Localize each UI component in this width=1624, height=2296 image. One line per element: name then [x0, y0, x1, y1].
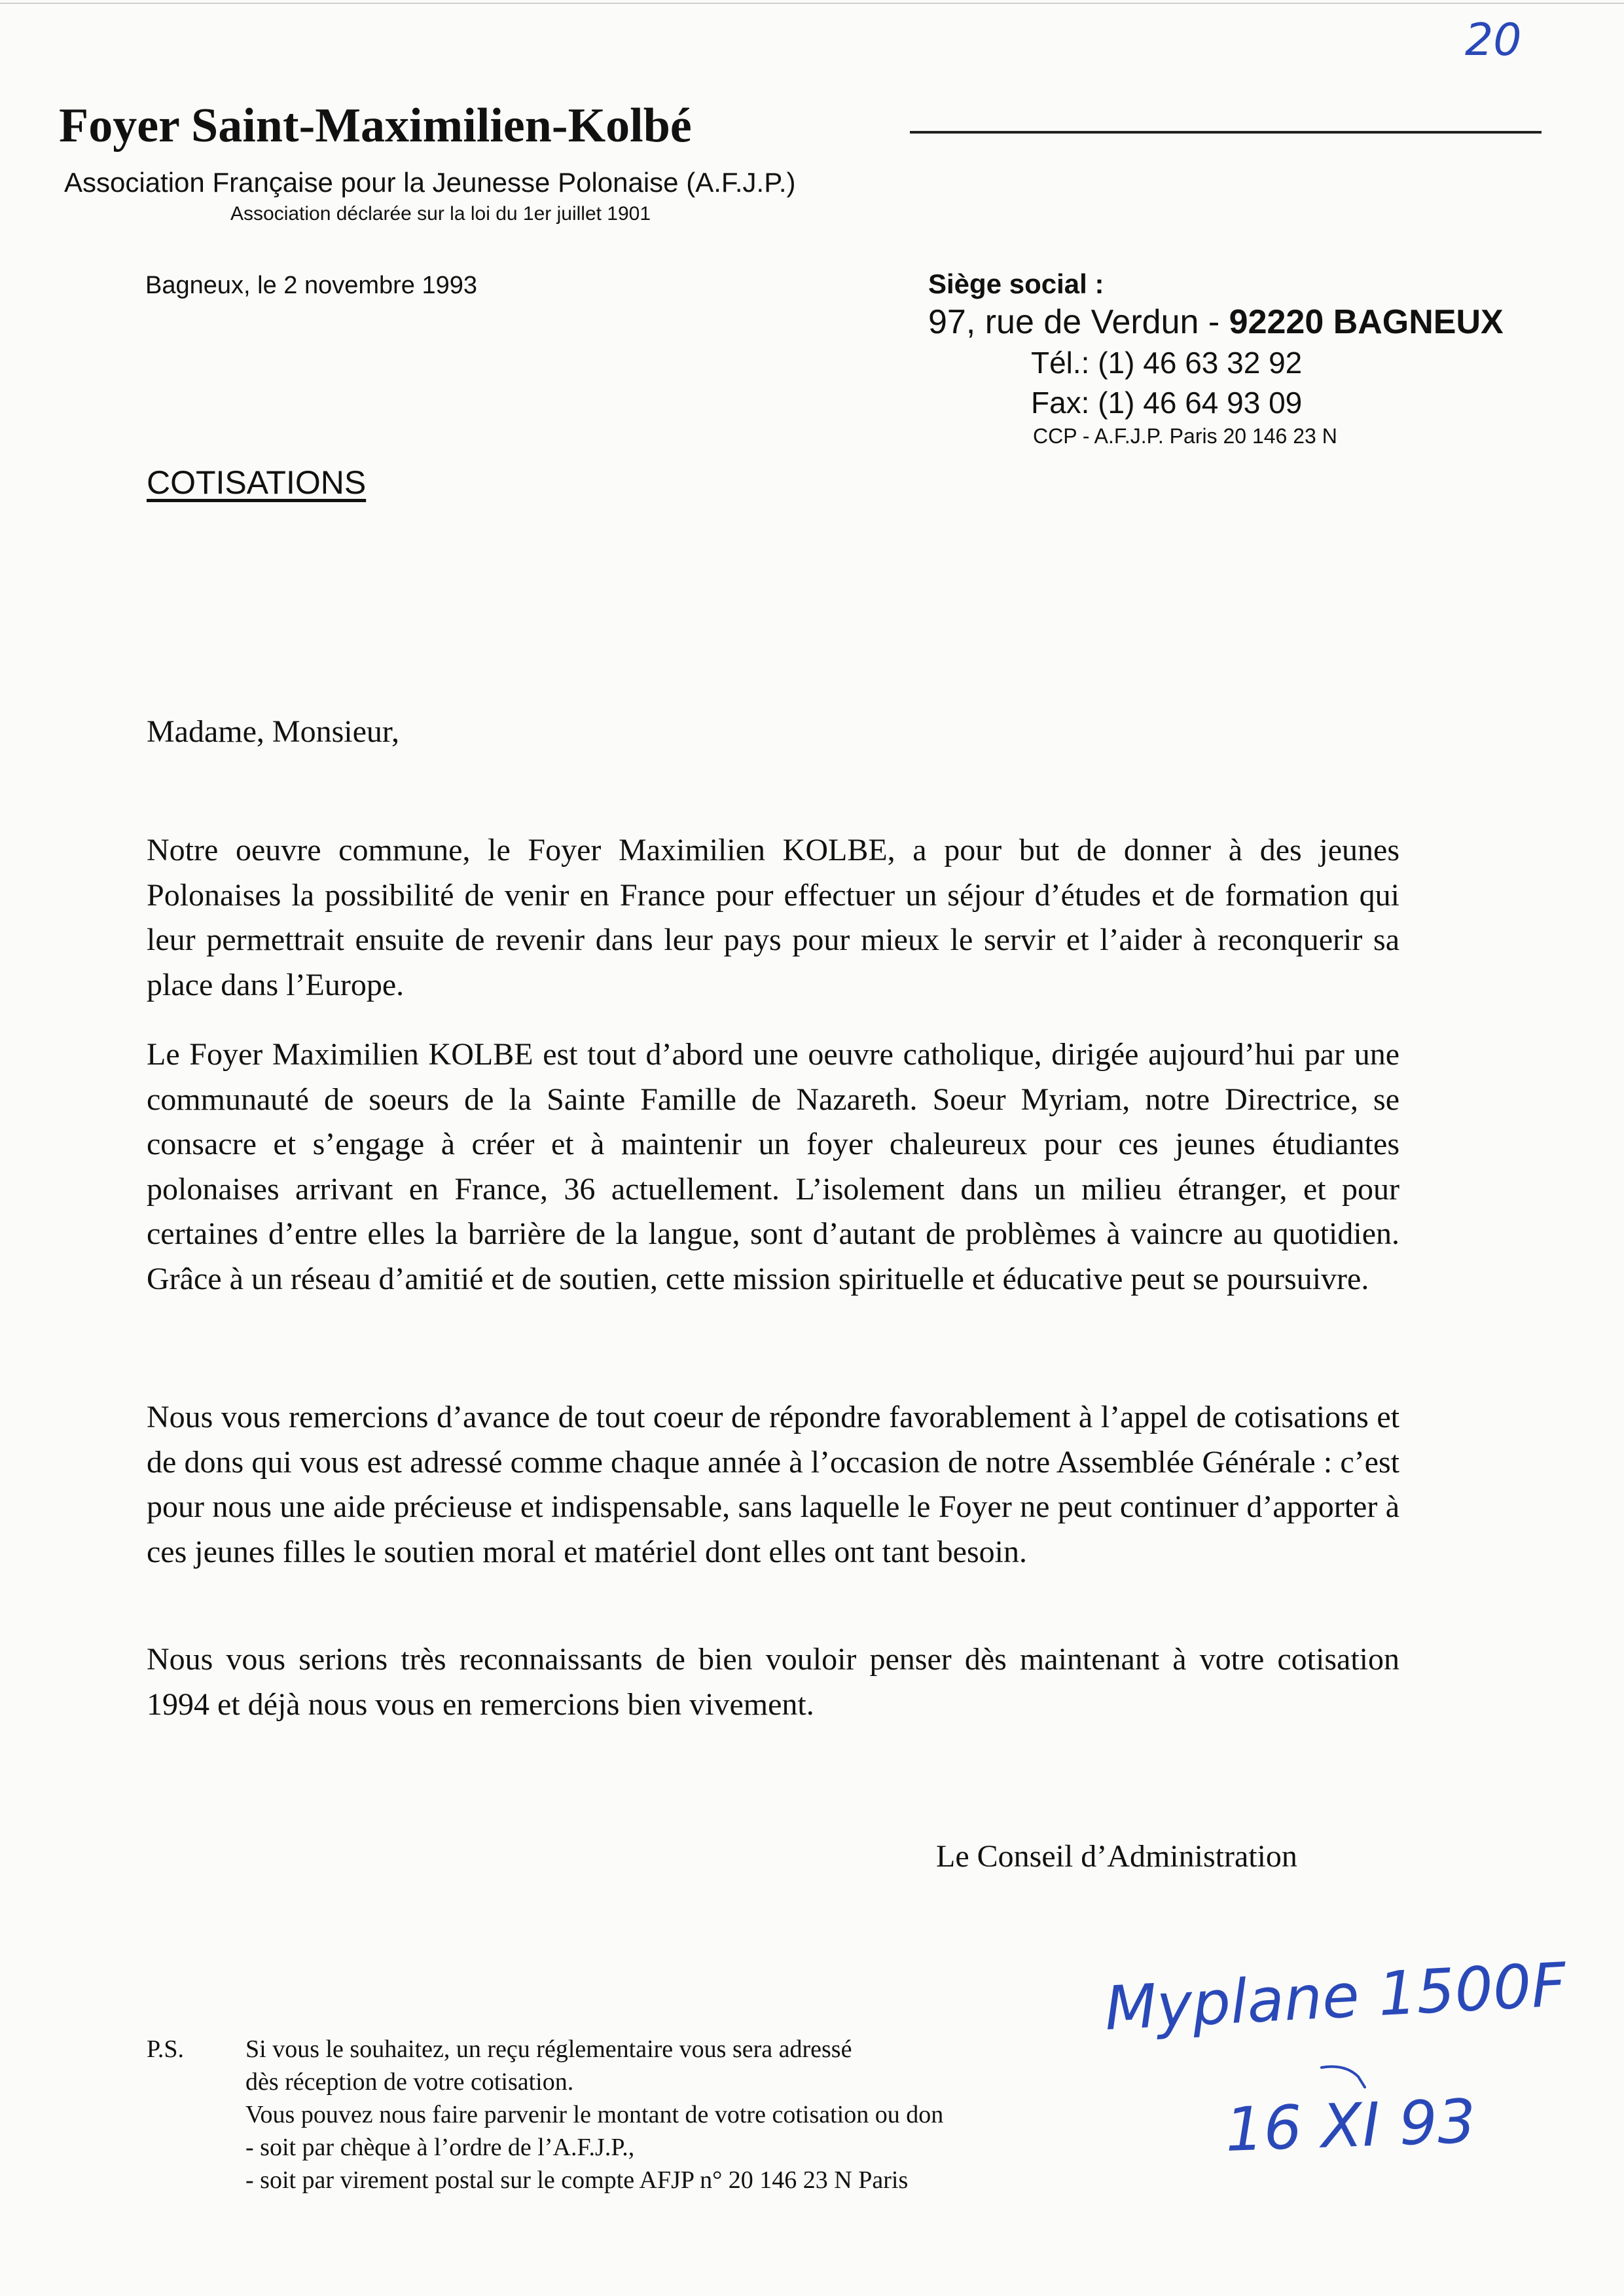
- org-name: Foyer Saint-Maximilien-Kolbé: [59, 99, 692, 153]
- siege-city: 92220 BAGNEUX: [1229, 303, 1504, 341]
- org-subtitle: Association Française pour la Jeunesse Polonaise (A.F.J.P.): [64, 167, 796, 198]
- org-declaration: Association déclarée sur la loi du 1er juillet 1901: [230, 203, 651, 225]
- ps-line: - soit par chèque à l’ordre de l’A.F.J.P.,: [245, 2134, 635, 2161]
- siege-label: Siège social :: [928, 268, 1104, 299]
- handwritten-amount: Myplane 1500F: [1103, 1950, 1568, 2044]
- handwritten-page-number: 20: [1465, 14, 1522, 66]
- body-paragraph-2: Le Foyer Maximilien KOLBE est tout d’abord une oeuvre catholique, dirigée aujourd’hui par une communauté de soeurs de la Sainte Famille de Nazareth. Soeur Myriam, notre Directrice, se consacre et s’engage à créer et à maintenir un foyer chaleureux pour ces jeunes étudiantes polonaises arrivant en France, 36 actuellement. L’isolement dans un milieu étranger, et pour certaines d’entre elles la barrière de la langue, sont d’autant de problèmes à vaincre au quotidien. Grâce à un réseau d’amitié et de soutien, cette mission spirituelle et éducative peut se poursuivre.: [147, 1037, 1399, 1296]
- siege-ccp: CCP - A.F.J.P. Paris 20 146 23 N: [1033, 424, 1337, 448]
- siege-street: 97, rue de Verdun -: [928, 303, 1229, 341]
- ps-line: Vous pouvez nous faire parvenir le montant de votre cotisation ou don: [245, 2101, 944, 2128]
- ps-body: [245, 2033, 1188, 2196]
- letter-subject: COTISATIONS: [147, 464, 367, 501]
- handwritten-tick-mark: [1319, 2062, 1378, 2090]
- signature: Le Conseil d’Administration: [936, 1839, 1297, 1874]
- top-rule: [0, 3, 1624, 4]
- body-paragraph-3: Nous vous remercions d’avance de tout coeur de répondre favorablement à l’appel de cotisations et de dons qui vous est adressé comme chaque année à l’occasion de notre Assemblée Générale : c’est pour nous une aide précieuse et indispensable, sans laquelle le Foyer ne peut continuer d’apporter à ces jeunes filles le soutien moral et matériel dont elles ont tant besoin.: [147, 1400, 1399, 1569]
- ps-line: Si vous le souhaitez, un reçu réglementaire vous sera adressé: [245, 2035, 852, 2063]
- siege-phone: Tél.: (1) 46 63 32 92: [1031, 346, 1303, 380]
- heading-rule: [910, 131, 1542, 134]
- salutation: Madame, Monsieur,: [147, 714, 399, 749]
- ps-label: P.S.: [147, 2035, 185, 2063]
- siege-address: [928, 302, 1504, 342]
- ps-line: - soit par virement postal sur le compte AFJP n° 20 146 23 N Paris: [245, 2166, 909, 2194]
- ps-line: dès réception de votre cotisation.: [245, 2068, 574, 2096]
- siege-fax: Fax: (1) 46 64 93 09: [1031, 386, 1303, 420]
- body-paragraph-1: Notre oeuvre commune, le Foyer Maximilien KOLBE, a pour but de donner à des jeunes Polonaises la possibilité de venir en France pour effectuer un séjour d’études et de formation qui leur permettrait ensuite de revenir dans leur pays pour mieux le servir et l’aider à reconquerir sa place dans l’Europe.: [147, 833, 1399, 1002]
- body-paragraph-4: Nous vous serions très reconnaissants de bien vouloir penser dès maintenant à votre cotisation 1994 et déjà nous vous en remercions bien vivement.: [147, 1642, 1399, 1722]
- handwritten-date: 16 XI 93: [1224, 2086, 1477, 2165]
- letter-date: Bagneux, le 2 novembre 1993: [145, 272, 478, 299]
